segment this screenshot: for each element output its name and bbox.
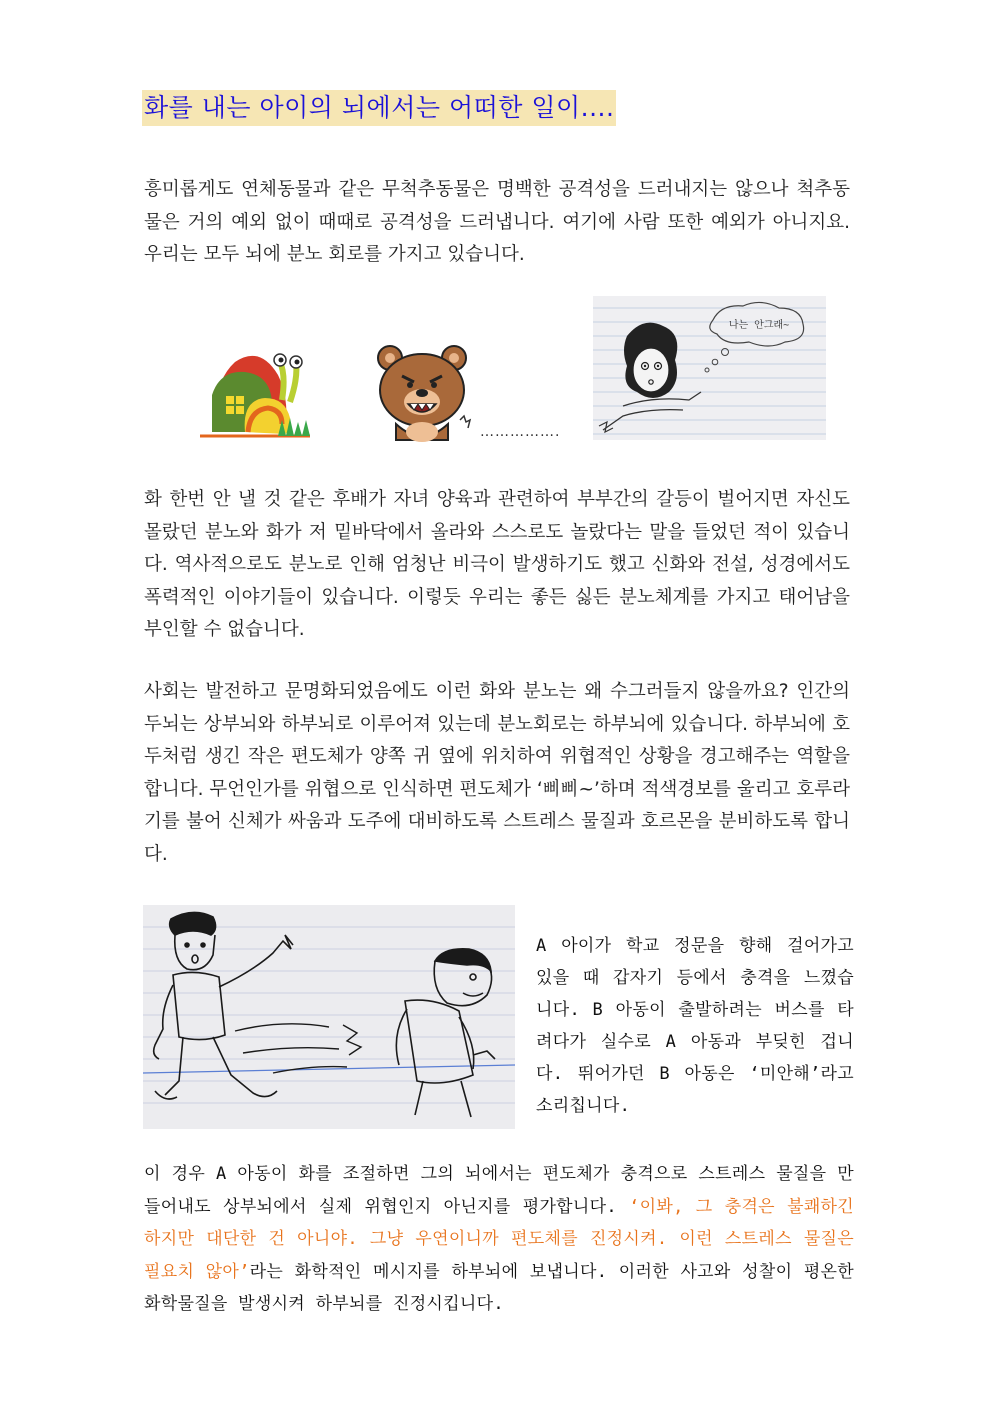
p5-inner-voice-quote: ‘이봐, 그 충격은 불쾌하긴 하지만 대단한 건 아니야. 그냥 우연이니까 편도체를 진정시켜. 이런 스트레스 물질은 필요치 않아’	[144, 1196, 854, 1282]
paragraph-amygdala-calming	[144, 1158, 854, 1321]
girl-thinking-sketch	[593, 296, 826, 440]
ellipsis-dots: …………….	[480, 424, 561, 440]
caption-children-story: A 아이가 학교 정문을 향해 걸어가고 있을 때 갑자기 등에서 충격을 느꼈습니다. B 아동이 출발하려는 버스를 타려다가 실수로 A 아동과 부딪힌 겁니다. 뛰어가던 B 아동은 ‘미안해’라고 소리칩니다.	[536, 936, 854, 1116]
page-title: 화를 내는 아이의 뇌에서는 어떠한 일이....	[142, 90, 616, 126]
paragraph-intro: 흥미롭게도 연체동물과 같은 무척추동물은 명백한 공격성을 드러내지는 않으나 척추동물은 거의 예외 없이 때때로 공격성을 드러냅니다. 여기에 사람 또한 예외가 아니지요. 우리는 모두 뇌에 분노 회로를 가지고 있습니다.	[144, 179, 850, 265]
angry-bear-illustration	[372, 340, 472, 442]
speech-bubble-text: 나는 안그래~	[728, 320, 790, 331]
paragraph-anger-system: 화 한번 안 낼 것 같은 후배가 자녀 양육과 관련하여 부부간의 갈등이 벌어지면 자신도 몰랐던 분노와 화가 저 밑바닥에서 올라와 스스로도 놀랐다는 말을 들었던 적이 있습니다. 역사적으로도 분노로 인해 엄청난 비극이 발생하기도 했고 신화와 전설, 성경에서도 폭력적인 이야기들이 있습니다. 이렇듯 우리는 좋든 싫든 분노체계를 가지고 태어남을 부인할 수 없습니다.	[144, 489, 850, 640]
p5-intro-text: 이 경우 A 아동이 화를 조절하면 그의 뇌에서는 편도체가 충격으로 스트레스 물질을 만들어내도 상부뇌에서 실제 위협인지 아닌지를 평가합니다.	[144, 1164, 854, 1217]
paragraph-brain-amygdala: 사회는 발전하고 문명화되었음에도 이런 화와 분노는 왜 수그러들지 않을까요? 인간의 두뇌는 상부뇌와 하부뇌로 이루어져 있는데 분노회로는 하부뇌에 있습니다. 하부뇌에 호두처럼 생긴 작은 편도체가 양쪽 귀 옆에 위치하여 위협적인 상황을 경고해주는 역할을 합니다. 무언인가를 위협으로 인식하면 편도체가 ‘삐삐~’하며 적색경보를 울리고 호루라기를 불어 신체가 싸움과 도주에 대비하도록 스트레스 물질과 호르몬을 분비하도록 합니다.	[144, 681, 850, 865]
snail-illustration	[190, 340, 315, 440]
children-bumping-sketch	[143, 905, 515, 1129]
p5-closing-text: 라는 화학적인 메시지를 하부뇌에 보냅니다. 이러한 사고와 성찰이 평온한 화학물질을 발생시켜 하부뇌를 진정시킵니다.	[144, 1261, 854, 1314]
